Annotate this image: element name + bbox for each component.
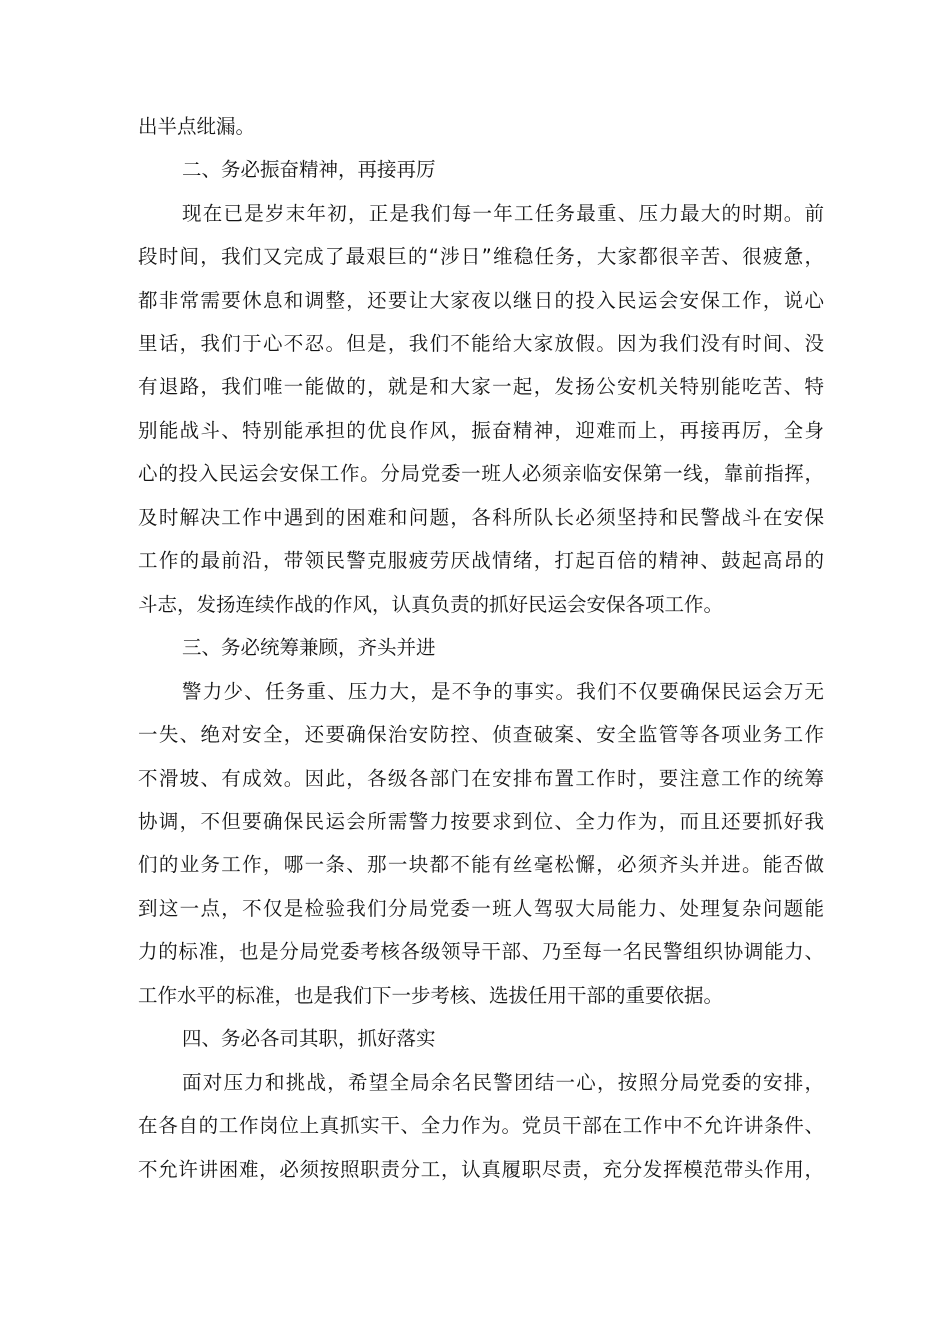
section-heading: 二、务必振奋精神，再接再厉	[182, 158, 436, 181]
paragraph-line: 里话，我们于心不忍。但是，我们不能给大家放假。因为我们没有时间、没	[138, 332, 824, 355]
section-heading: 三、务必统筹兼顾，齐头并进	[182, 636, 436, 659]
paragraph-line: 有退路，我们唯一能做的，就是和大家一起，发扬公安机关特别能吃苦、特	[138, 375, 824, 398]
paragraph-line: 力的标准，也是分局党委考核各级领导干部、乃至每一名民警组织协调能力、	[138, 940, 824, 963]
paragraph-line: 心的投入民运会安保工作。分局党委一班人必须亲临安保第一线，靠前指挥，	[138, 462, 824, 485]
paragraph-line: 都非常需要休息和调整，还要让大家夜以继日的投入民运会安保工作，说心	[138, 289, 824, 312]
paragraph-line: 们的业务工作，哪一条、那一块都不能有丝毫松懈，必须齐头并进。能否做	[138, 853, 824, 876]
paragraph-line: 工作水平的标准，也是我们下一步考核、选拔任用干部的重要依据。	[138, 984, 724, 1007]
paragraph-line: 段时间，我们又完成了最艰巨的“涉日”维稳任务，大家都很辛苦、很疲惫，	[138, 245, 824, 268]
section-heading: 四、务必各司其职，抓好落实	[182, 1027, 436, 1050]
paragraph-first-line: 面对压力和挑战，希望全局余名民警团结一心，按照分局党委的安排，	[182, 1071, 824, 1094]
paragraph-line: 协调，不但要确保民运会所需警力按要求到位、全力作为，而且还要抓好我	[138, 810, 824, 833]
paragraph-line: 一失、绝对安全，还要确保治安防控、侦查破案、安全监管等各项业务工作	[138, 723, 824, 746]
paragraph-line: 别能战斗、特别能承担的优良作风，振奋精神，迎难而上，再接再厉，全身	[138, 419, 824, 442]
paragraph-line: 及时解决工作中遇到的困难和问题，各科所队长必须坚持和民警战斗在安保	[138, 506, 824, 529]
paragraph-line: 出半点纰漏。	[138, 115, 256, 138]
paragraph-line: 斗志，发扬连续作战的作风，认真负责的抓好民运会安保各项工作。	[138, 593, 724, 616]
paragraph-first-line: 警力少、任务重、压力大，是不争的事实。我们不仅要确保民运会万无	[182, 680, 824, 703]
paragraph-line: 不允许讲困难，必须按照职责分工，认真履职尽责，充分发挥模范带头作用，	[138, 1158, 824, 1181]
paragraph-line: 不滑坡、有成效。因此，各级各部门在安排布置工作时，要注意工作的统筹	[138, 767, 824, 790]
paragraph-line: 工作的最前沿，带领民警克服疲劳厌战情绪，打起百倍的精神、鼓起高昂的	[138, 549, 824, 572]
paragraph-line: 在各自的工作岗位上真抓实干、全力作为。党员干部在工作中不允许讲条件、	[138, 1114, 824, 1137]
paragraph-line: 到这一点，不仅是检验我们分局党委一班人驾驭大局能力、处理复杂问题能	[138, 897, 824, 920]
paragraph-first-line: 现在已是岁末年初，正是我们每一年工任务最重、压力最大的时期。前	[182, 202, 824, 225]
